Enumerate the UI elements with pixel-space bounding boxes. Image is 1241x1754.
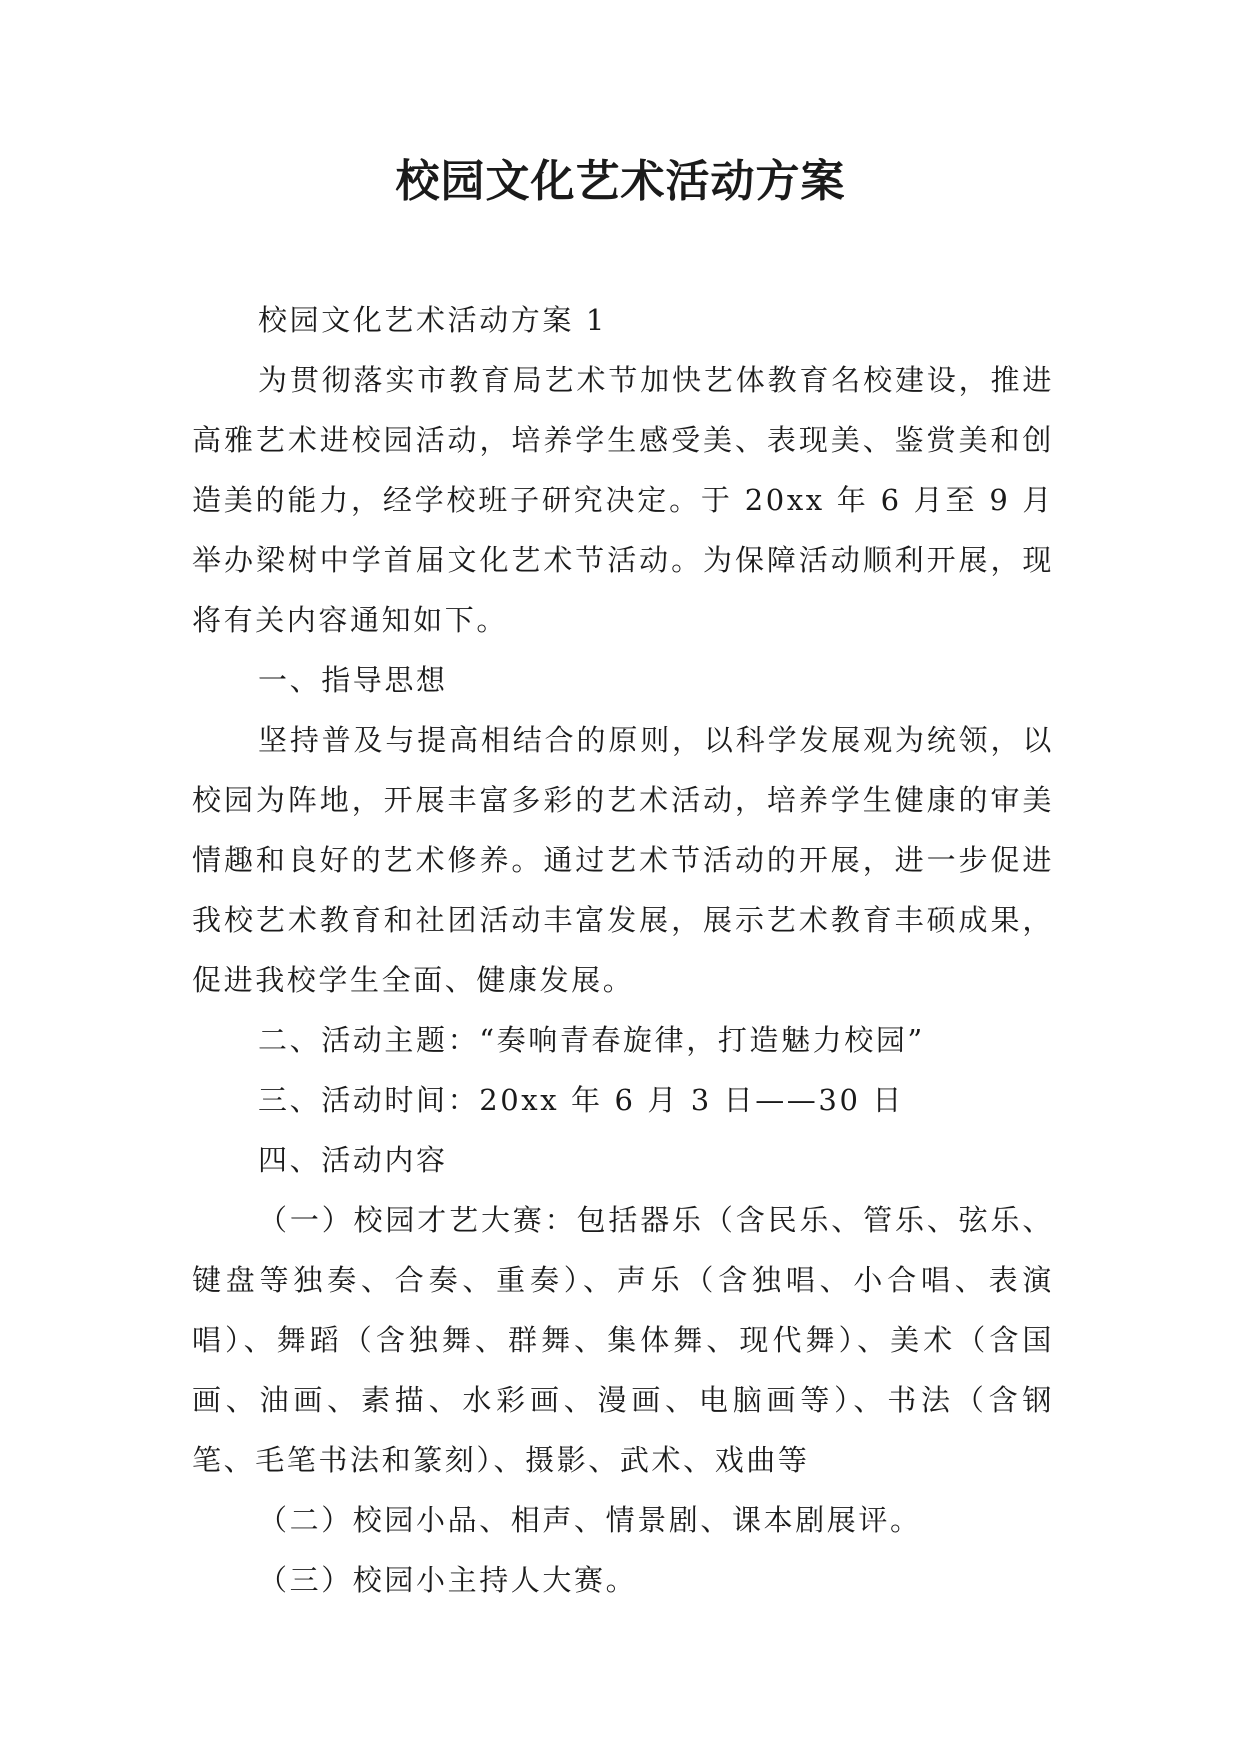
intro-paragraph: 为贯彻落实市教育局艺术节加快艺体教育名校建设，推进高雅艺术进校园活动，培养学生感受美、表现美、鉴赏美和创造美的能力，经学校班子研究决定。于 20xx 年 6 月至 9 月举办梁树中学首届文化艺术节活动。为保障活动顺利开展，现将有关内容通知如下。 bbox=[192, 363, 1054, 637]
content-item-host-contest: （三）校园小主持人大赛。 bbox=[258, 1563, 638, 1597]
activity-time-line: 三、活动时间：20xx 年 6 月 3 日——30 日 bbox=[258, 1083, 904, 1117]
guiding-idea-paragraph: 坚持普及与提高相结合的原则，以科学发展观为统领，以校园为阵地，开展丰富多彩的艺术活动，培养学生健康的审美情趣和良好的艺术修养。通过艺术节活动的开展，进一步促进我校艺术教育和社团活动丰富发展，展示艺术教育丰硕成果，促进我校学生全面、健康发展。 bbox=[192, 723, 1054, 997]
content-item-sketch-review: （二）校园小品、相声、情景剧、课本剧展评。 bbox=[258, 1503, 922, 1537]
document-title: 校园文化艺术活动方案 bbox=[395, 156, 846, 207]
section-heading-plan-1: 校园文化艺术活动方案 1 bbox=[258, 303, 607, 337]
section-heading-guiding-idea: 一、指导思想 bbox=[258, 663, 448, 697]
section-heading-activity-content: 四、活动内容 bbox=[258, 1143, 448, 1177]
activity-theme-line: 二、活动主题：“奏响青春旋律，打造魅力校园” bbox=[258, 1023, 925, 1057]
document-body bbox=[192, 290, 1054, 1610]
content-item-talent-contest: （一）校园才艺大赛：包括器乐（含民乐、管乐、弦乐、键盘等独奏、合奏、重奏）、声乐（含独唱、小合唱、表演唱）、舞蹈（含独舞、群舞、集体舞、现代舞）、美术（含国画、油画、素描、水彩画、漫画、电脑画等）、书法（含钢笔、毛笔书法和篆刻）、摄影、武术、戏曲等 bbox=[192, 1203, 1054, 1477]
